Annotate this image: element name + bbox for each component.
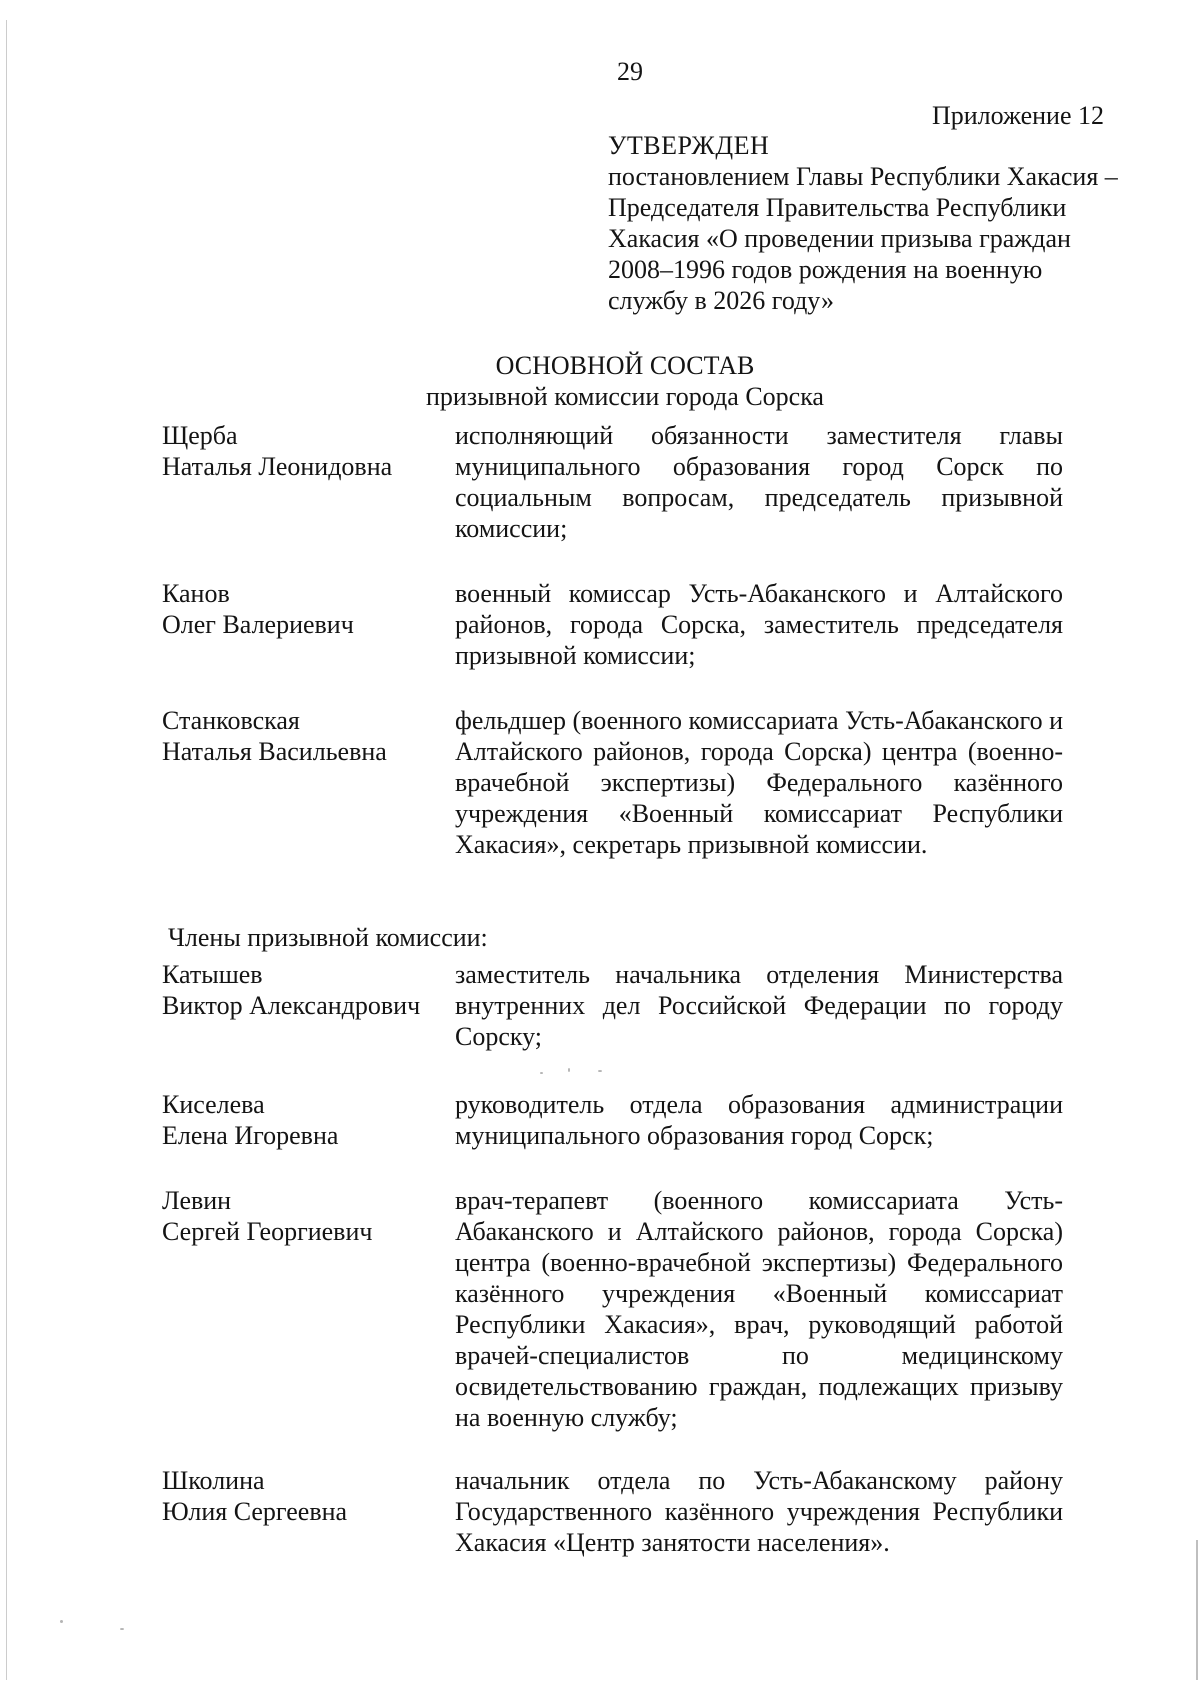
person-given-names: Наталья Васильевна — [162, 737, 387, 766]
person-name — [162, 959, 442, 1021]
person-surname: Катышев — [162, 960, 263, 989]
scan-speck — [60, 1620, 63, 1623]
person-role: начальник отдела по Усть-Абаканскому району Государственного казённого учреждения Республики Хакасия «Центр занятости населения». — [455, 1466, 1063, 1557]
approval-stamp-word: УТВЕРЖДЕН — [608, 131, 770, 160]
person-name — [162, 1185, 442, 1247]
approval-decree: постановлением Главы Республики Хакасия – Председателя Правительства Республики Хакасия «О проведении призыва граждан 2008–1996 годов рождения на военную службу в 2026 году» — [608, 162, 1118, 315]
approval-block — [608, 130, 1128, 316]
person-surname: Левин — [162, 1186, 232, 1215]
person-surname: Школина — [162, 1466, 265, 1495]
person-given-names: Олег Валериевич — [162, 610, 354, 639]
person-given-names: Наталья Леонидовна — [162, 452, 393, 481]
scan-speck — [568, 1068, 570, 1072]
person-given-names: Виктор Александрович — [162, 991, 421, 1020]
person-surname: Киселева — [162, 1090, 265, 1119]
person-surname: Станковская — [162, 706, 300, 735]
scan-edge-right — [1196, 1540, 1198, 1680]
person-role: заместитель начальника отделения Министерства внутренних дел Российской Федерации по городу Сорску; — [455, 960, 1063, 1051]
person-role: руководитель отдела образования администрации муниципального образования город Сорск; — [455, 1090, 1063, 1150]
person-role: фельдшер (военного комиссариата Усть-Абаканского и Алтайского районов, города Сорска) центра (военно-врачебной экспертизы) Федерального казённого учреждения «Военный комиссариат Республики Хакасия», секретарь призывной комиссии. — [455, 706, 1063, 859]
person-name — [162, 420, 442, 482]
person-given-names: Сергей Георгиевич — [162, 1217, 373, 1246]
scan-speck — [598, 1070, 602, 1072]
person-surname: Щерба — [162, 421, 238, 450]
document-title: ОСНОВНОЙ СОСТАВ — [495, 351, 755, 380]
page-number: 29 — [617, 57, 643, 86]
person-name — [162, 578, 442, 640]
person-name — [162, 1089, 442, 1151]
person-role: врач-терапевт (военного комиссариата Усть-Абаканского и Алтайского районов, города Сорска) центра (военно-врачебной экспертизы) Федерального казённого учреждения «Военный комиссариат Республики Хакасия», врач, руководящий работой врачей-специалистов по медицинскому освидетельствованию граждан, подлежащих призыву на военную службу; — [455, 1186, 1063, 1432]
appendix-label: Приложение 12 — [931, 101, 1104, 130]
person-name — [162, 1465, 442, 1527]
scan-speck — [540, 1072, 543, 1074]
person-role: исполняющий обязанности заместителя главы муниципального образования город Сорск по социальным вопросам, председатель призывной комиссии; — [455, 421, 1063, 543]
members-heading: Члены призывной комиссии: — [168, 923, 488, 952]
person-given-names: Юлия Сергеевна — [162, 1497, 348, 1526]
document-subtitle: призывной комиссии города Сорска — [426, 382, 824, 411]
scan-speck — [120, 1628, 124, 1630]
scan-edge-left — [6, 20, 7, 1680]
person-role: военный комиссар Усть-Абаканского и Алтайского районов, города Сорска, заместитель председателя призывной комиссии; — [455, 579, 1063, 670]
person-surname: Канов — [162, 579, 230, 608]
person-name — [162, 705, 442, 767]
person-given-names: Елена Игоревна — [162, 1121, 339, 1150]
